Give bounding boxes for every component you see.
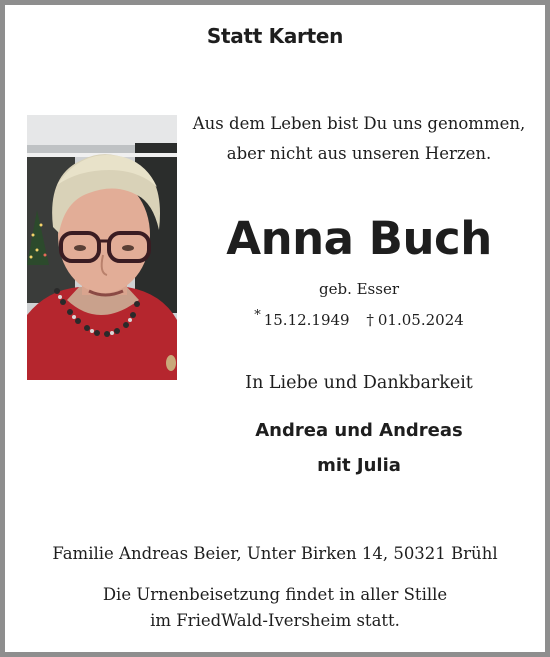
- mourners-line-1: Andrea und Andreas: [255, 420, 463, 441]
- mourners-intro: In Liebe und Dankbarkeit: [245, 373, 473, 393]
- deceased-name: Anna Buch: [226, 212, 492, 265]
- burial-note-line-1: Die Urnenbeisetzung findet in aller Stille: [102, 585, 448, 604]
- life-dates: [180, 308, 538, 329]
- maiden-name: geb. Esser: [318, 280, 399, 298]
- death-symbol: †: [366, 311, 374, 329]
- birth-date: 15.12.1949: [263, 311, 350, 329]
- header-title: Statt Karten: [206, 24, 344, 48]
- burial-note-line-2: im FriedWald-Iversheim statt.: [150, 611, 400, 630]
- quote-line-2: aber nicht aus unseren Herzen.: [226, 144, 492, 163]
- mourners-line-2: mit Julia: [317, 455, 401, 476]
- family-address: Familie Andreas Beier, Unter Birken 14, 50321 Brühl: [52, 544, 498, 563]
- quote-line-1: Aus dem Leben bist Du uns genommen,: [192, 114, 526, 133]
- portrait-photo: [27, 115, 177, 380]
- death-date: 01.05.2024: [377, 311, 464, 329]
- birth-symbol: *: [254, 308, 261, 323]
